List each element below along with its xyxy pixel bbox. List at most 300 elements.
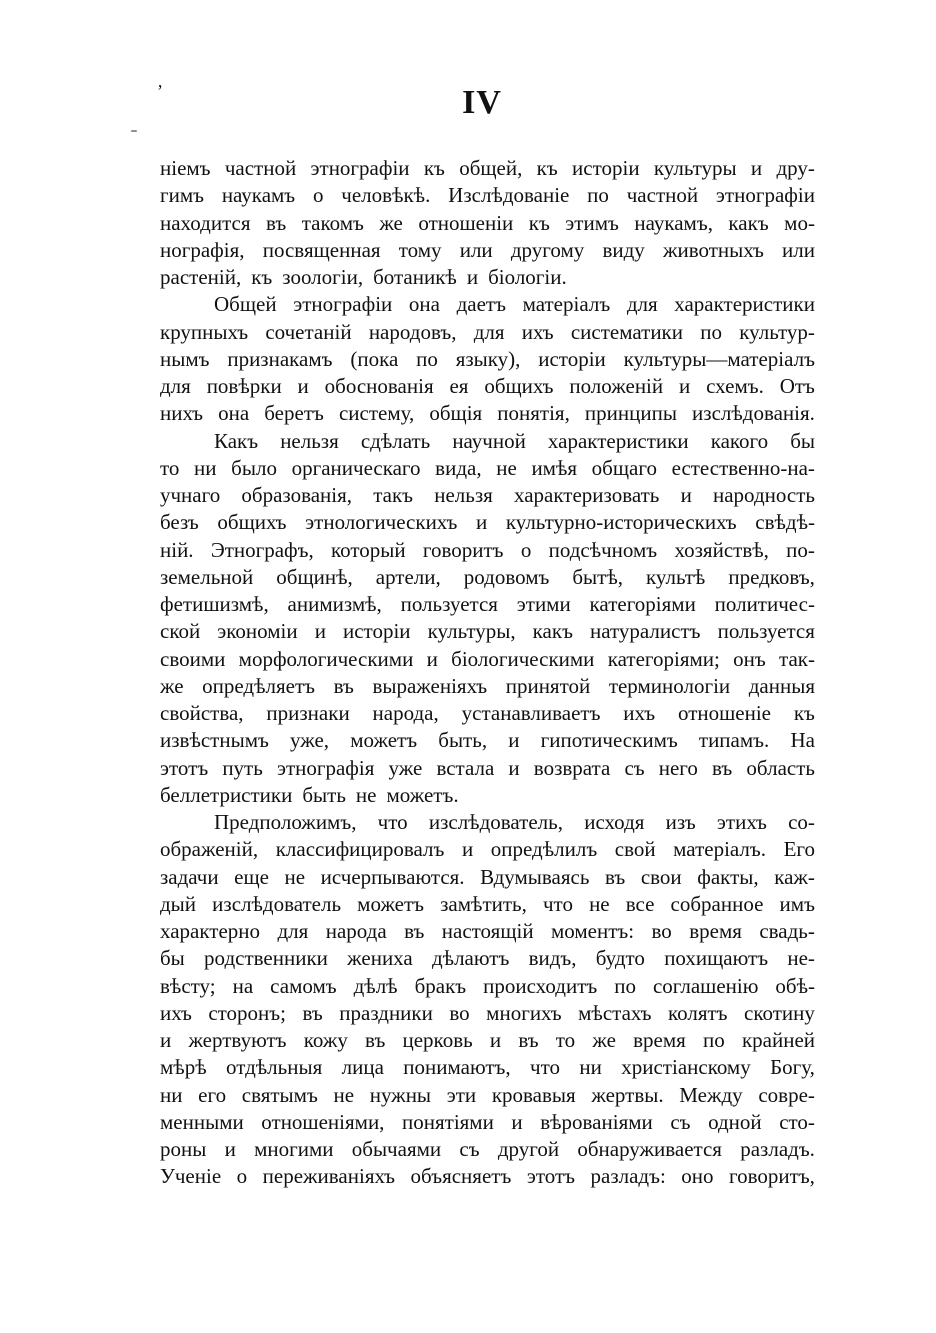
text-line [160, 646, 815, 673]
word: ботаникѣ [373, 265, 457, 289]
word: родовомъ [463, 564, 550, 589]
word: народа [325, 919, 387, 943]
word: можетъ [357, 891, 425, 916]
word: по [703, 1028, 725, 1052]
word: объясняетъ [410, 1164, 512, 1189]
word: крайней [741, 1028, 815, 1052]
word: своими [160, 646, 226, 671]
word: другой [497, 1137, 560, 1161]
word: мо- [784, 210, 815, 235]
word: было [231, 455, 277, 480]
word: тому [398, 237, 442, 262]
word: обнаруживается [577, 1137, 722, 1161]
word: растеній, [160, 265, 242, 289]
word: экономіи [217, 619, 298, 644]
word: исторіи [538, 346, 606, 371]
word: для [473, 319, 505, 344]
word: къ [251, 265, 273, 289]
word: сдѣлать [360, 428, 431, 453]
word: ихъ [160, 1000, 192, 1025]
word: свой [614, 837, 656, 862]
word: что [530, 1055, 561, 1080]
word: она [218, 401, 250, 426]
word: мѣрѣ [160, 1055, 207, 1080]
word: учнаго [160, 483, 221, 507]
text-line [160, 891, 815, 918]
word: бы [160, 946, 185, 971]
word: біологическими [451, 646, 595, 671]
word: имъ [779, 891, 815, 916]
word: же [160, 673, 184, 698]
word: для [160, 374, 191, 398]
word: видъ, [528, 946, 577, 971]
word: свойства, [160, 701, 244, 725]
word: отношеніи [418, 210, 514, 235]
word: признакамъ [227, 346, 333, 371]
word: христіанскому [621, 1055, 751, 1080]
word: нельзя [434, 483, 493, 507]
word: извѣстнымъ [160, 728, 269, 753]
word: культуры [653, 156, 737, 180]
word: въ [333, 673, 354, 698]
word: нужны [369, 1082, 432, 1107]
word: и [466, 265, 479, 289]
word: въ [302, 1000, 323, 1025]
word: опредѣляетъ [202, 673, 316, 698]
word: На [790, 728, 815, 753]
text-line [160, 727, 815, 754]
word: культуры—матеріалъ [623, 346, 815, 371]
text-line [160, 400, 815, 427]
word: во [449, 1000, 470, 1025]
word: образованія, [241, 483, 353, 507]
word: многихъ [486, 1000, 562, 1025]
text-line [160, 918, 815, 945]
word: научной [452, 428, 526, 453]
word: менными [160, 1109, 244, 1134]
word: матеріалъ [522, 292, 611, 317]
stray-mark: ʼ [157, 81, 163, 101]
word: характеризовать [514, 483, 660, 507]
word: естественно-на- [671, 455, 815, 480]
word: изъ [665, 810, 696, 834]
word: кровавыя [491, 1082, 576, 1107]
word: же [592, 1028, 616, 1052]
text-line [160, 864, 815, 891]
word: народность [713, 483, 815, 507]
word: моментъ: [551, 919, 635, 943]
text-line [160, 945, 815, 972]
word: животныхъ [662, 237, 764, 262]
word: категоріями; [607, 646, 720, 671]
text-line [160, 564, 815, 591]
word: жениха [347, 946, 413, 971]
word: жертвы. [591, 1082, 664, 1107]
word: съ [459, 1137, 480, 1161]
word: бы [790, 428, 815, 453]
word: святымъ [241, 1082, 318, 1107]
word: имѣя [531, 455, 578, 480]
word: понятіями [402, 1109, 494, 1134]
word: къ [536, 156, 558, 180]
word: и [508, 755, 520, 780]
word: же [379, 210, 403, 235]
word: наукамъ, [634, 210, 713, 235]
word: не [284, 864, 306, 889]
word: и [224, 1137, 236, 1161]
word: переживаніяхъ [262, 1164, 396, 1189]
word: въ [404, 919, 425, 943]
word: для [277, 919, 309, 943]
word: нихъ [160, 401, 204, 426]
word: этнографіи [293, 292, 393, 317]
text-line [160, 291, 815, 318]
word: задачи [160, 864, 219, 889]
word: встала [436, 755, 495, 780]
word: пользуется [717, 619, 815, 644]
text-line [160, 836, 815, 863]
word: ни [160, 1082, 183, 1107]
word: повѣрки [206, 374, 282, 398]
stray-mark: ˍ [131, 113, 137, 133]
word: и [511, 1109, 523, 1134]
word: для [626, 292, 658, 317]
word: его [198, 1082, 227, 1107]
text-line [160, 1136, 815, 1163]
word: въ [365, 1028, 386, 1052]
word: и [489, 1028, 502, 1052]
word: принятой [505, 673, 591, 698]
word: одной [708, 1109, 762, 1134]
word: что [542, 891, 573, 916]
text-line [160, 673, 815, 700]
word: она [408, 292, 440, 317]
word: каж- [774, 864, 815, 889]
word: собранное [670, 891, 764, 916]
word: и [750, 156, 763, 180]
text-line [160, 428, 815, 455]
word: человѣкѣ. [341, 183, 431, 208]
word: уже, [290, 728, 330, 753]
word: сто- [779, 1109, 815, 1134]
page-number: IV [462, 84, 502, 121]
word: исходя [584, 810, 645, 834]
text-line [160, 537, 815, 564]
word: что [377, 810, 408, 834]
word: гимъ [160, 183, 204, 208]
word: къ [528, 210, 550, 235]
word: къ [793, 701, 815, 725]
word: путь [222, 755, 263, 780]
word: въ [605, 864, 626, 889]
text-line [160, 809, 815, 836]
word: беллетристики [160, 782, 293, 807]
word: ея [449, 374, 469, 398]
word: народовъ, [368, 319, 457, 344]
word: схемъ. [706, 374, 764, 398]
word: не [589, 891, 610, 916]
text-line [160, 210, 815, 237]
word: обычаями [351, 1137, 442, 1161]
word: и [680, 483, 692, 507]
word: находится [160, 210, 251, 235]
word: дру- [776, 156, 815, 180]
word: ской [160, 619, 201, 644]
word: дый [160, 891, 197, 916]
word: родственники [204, 946, 328, 971]
word: не [496, 455, 517, 480]
word: ображеній, [160, 837, 259, 862]
text-line [160, 264, 815, 291]
word: характеристики [674, 292, 815, 317]
word: по [614, 973, 636, 998]
word: происходитъ [483, 973, 598, 998]
word: общія [429, 401, 483, 426]
word: категоріями [589, 592, 696, 616]
word: выраженіяхъ [372, 673, 488, 698]
word: не [333, 1082, 355, 1107]
word: характерно [160, 919, 261, 943]
word: Отъ [779, 374, 815, 398]
word: понимаютъ, [403, 1055, 511, 1080]
word: устанавливаетъ [461, 701, 601, 725]
word: культурно-историческихъ [505, 510, 737, 535]
word: по [700, 319, 723, 344]
word: культѣ [646, 564, 706, 589]
word: лица [341, 1055, 384, 1080]
word: со- [788, 810, 815, 834]
word: ній. [160, 537, 194, 562]
word: другому [510, 237, 585, 262]
text-line [160, 237, 815, 264]
word: церковь [402, 1028, 473, 1052]
word: этнографіи [310, 156, 410, 180]
word: и [160, 1028, 172, 1052]
word: Предположимъ, [214, 810, 357, 834]
word: похищаютъ [664, 946, 769, 971]
word: свои [640, 864, 682, 889]
word: мѣстахъ [578, 1000, 652, 1025]
word: и [475, 510, 488, 535]
word: Между [679, 1082, 743, 1107]
word: сторонъ; [208, 1000, 286, 1025]
word: отдѣльныя [225, 1055, 323, 1080]
word: изслѣдованія. [692, 401, 815, 426]
word: общихъ [217, 510, 287, 535]
word: не- [787, 946, 815, 971]
word: уже [388, 755, 423, 780]
word: не [355, 782, 377, 807]
word: въ [265, 210, 287, 235]
word: виду [602, 237, 645, 262]
word: даетъ [456, 292, 506, 317]
word: нографія, [160, 237, 245, 262]
word: Общей [214, 292, 277, 317]
word: обоснованія [324, 374, 434, 398]
word: вѣрованіями [540, 1109, 653, 1134]
word: разладъ: [590, 1164, 666, 1189]
word: какъ [532, 619, 573, 644]
word: него [658, 755, 698, 780]
word: или [459, 237, 493, 262]
word: и [426, 646, 438, 671]
word: этнологическихъ [305, 510, 458, 535]
word: культур- [739, 319, 815, 344]
text-line [160, 1109, 815, 1136]
text-line [160, 373, 815, 400]
text-line [160, 155, 815, 182]
word: артели, [375, 564, 441, 589]
word: по- [786, 537, 815, 562]
word: этнографіи [715, 183, 815, 208]
word: этимъ [565, 210, 619, 235]
word: жертвуютъ [188, 1028, 287, 1052]
word: и [508, 728, 520, 753]
text-line [160, 782, 815, 809]
word: характеристики [547, 428, 689, 453]
word: и [314, 619, 326, 644]
word: роны [160, 1137, 207, 1161]
word: классифицировалъ [275, 837, 445, 862]
body-text [160, 155, 815, 1191]
word: по [416, 346, 438, 371]
word: опредѣлилъ [490, 837, 598, 862]
word: будто [595, 946, 645, 971]
word: сочетаній [265, 319, 352, 344]
word: признаки [266, 701, 350, 725]
text-line [160, 509, 815, 536]
word: какого [710, 428, 769, 453]
word: возврата [533, 755, 611, 780]
word: ніемъ [160, 156, 211, 180]
word: нельзя [280, 428, 339, 453]
word: во [651, 919, 672, 943]
word: Богу, [770, 1055, 815, 1080]
word: бытѣ, [572, 564, 623, 589]
word: такомъ [301, 210, 364, 235]
word: дѣлѣ [353, 973, 398, 998]
word: область [746, 755, 815, 780]
word: морфологическими [238, 646, 414, 671]
word: земельной [160, 564, 254, 589]
word: какъ [728, 210, 769, 235]
word: Ученіе [160, 1164, 222, 1189]
text-line [160, 1054, 815, 1081]
word: біологіи. [488, 265, 567, 289]
word: бракъ [414, 973, 467, 998]
word: общинѣ, [276, 564, 353, 589]
word: частной [626, 183, 699, 208]
word: исторіи [572, 156, 640, 180]
word: соглашенію [652, 973, 759, 998]
word: такъ [373, 483, 414, 507]
word: можетъ. [386, 782, 459, 807]
word: этими [516, 592, 571, 616]
word: нымъ [160, 346, 210, 371]
word: совре- [758, 1082, 815, 1107]
word: частной [224, 156, 297, 180]
word: свѣдѣ- [755, 510, 815, 535]
word: зоологіи, [282, 265, 364, 289]
word: хозяйствѣ, [674, 537, 769, 562]
word: систему, [338, 401, 415, 426]
word: этотъ [160, 755, 209, 780]
word: вѣсту; [160, 973, 216, 998]
word: обѣ- [775, 973, 815, 998]
word: о [236, 1164, 248, 1189]
word: ни [579, 1055, 602, 1080]
word: время [689, 919, 742, 943]
word: народа, [372, 701, 439, 725]
word: въ [712, 755, 733, 780]
text-line [160, 591, 815, 618]
text-line [160, 1163, 815, 1190]
word: по [587, 183, 609, 208]
word: факты, [697, 864, 759, 889]
word: крупныхъ [160, 319, 249, 344]
word: эти [446, 1082, 477, 1107]
word: Какъ [214, 428, 259, 453]
word: положеній [569, 374, 664, 398]
word: беретъ [264, 401, 324, 426]
word: который [331, 537, 406, 562]
word: ни [194, 455, 217, 480]
word: терминологіи [608, 673, 731, 698]
text-line [160, 319, 815, 346]
word: свадь- [759, 919, 815, 943]
word: и [679, 374, 691, 398]
word: вида, [435, 455, 482, 480]
text-line [160, 618, 815, 645]
word: быть, [438, 728, 488, 753]
word: анимизмѣ, [287, 592, 382, 616]
word: въ [518, 1028, 539, 1052]
text-line [160, 1000, 815, 1027]
word: то [160, 455, 180, 480]
word: оно [681, 1164, 714, 1189]
word: онъ [733, 646, 766, 671]
word: этихъ [716, 810, 767, 834]
word: (пока [350, 346, 399, 371]
word: исторіи [343, 619, 411, 644]
word: время [633, 1028, 686, 1052]
word: еще [234, 864, 269, 889]
word: праздники [339, 1000, 433, 1025]
word: натуралистъ [590, 619, 701, 644]
word: Этнографъ, [210, 537, 314, 562]
word: данныя [748, 673, 815, 698]
word: органическаго [291, 455, 421, 480]
word: наукамъ [221, 183, 296, 208]
word: общей, [459, 156, 523, 180]
word: принципы [584, 401, 677, 426]
word: гипотическимъ [540, 728, 678, 753]
text-line [160, 346, 815, 373]
word: ихъ [623, 701, 656, 725]
word: говоритъ [422, 537, 504, 562]
word: политичес- [714, 592, 815, 616]
word: самомъ [270, 973, 337, 998]
word: разладъ. [740, 1137, 815, 1161]
word: можетъ [350, 728, 418, 753]
word: колятъ [667, 1000, 728, 1025]
word: съ [670, 1109, 691, 1134]
word: быть [302, 782, 346, 807]
word: о [520, 537, 532, 562]
word: матеріалъ. [673, 837, 767, 862]
word: отношеніе [677, 701, 771, 725]
word: Его [783, 837, 815, 862]
